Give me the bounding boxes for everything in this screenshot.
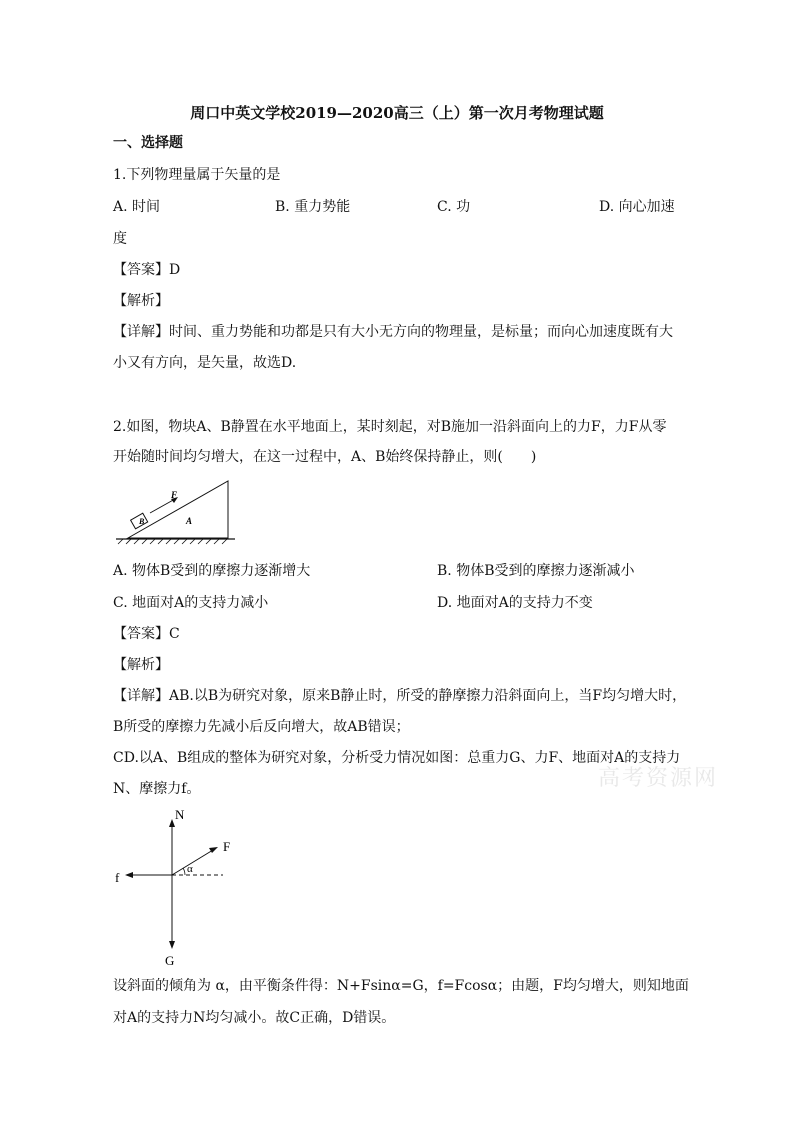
q1-option-c: C. 功 — [437, 199, 471, 215]
label-alpha: α — [187, 863, 193, 875]
q2-detail-line-1: 【详解】AB.以B为研究对象，原来B静止时，所受的静摩擦力沿斜面向上，当F均匀增大时， — [113, 688, 687, 704]
q2-option-b: B. 物体B受到的摩擦力逐渐减小 — [437, 563, 635, 579]
q2-option-a: A. 物体B受到的摩擦力逐渐增大 — [113, 563, 311, 579]
q2-detail-line-2: B所受的摩擦力先减小后反向增大，故AB错误； — [113, 719, 410, 735]
q2-option-d: D. 地面对A的支持力不变 — [437, 595, 593, 611]
label-a: A — [186, 516, 193, 526]
label-g: G — [165, 953, 175, 968]
angle-arc — [183, 868, 185, 875]
label-force-f: F — [223, 839, 231, 854]
q1-detail-line-2: 小又有方向，是矢量，故选D. — [113, 355, 297, 371]
page-title: 周口中英文学校2019—2020高三（上）第一次月考物理试题 — [190, 104, 604, 122]
wedge-a — [128, 481, 228, 538]
friction-arrowhead — [125, 872, 133, 878]
q2-stem-line-2: 开始随时间均匀增大，在这一过程中，A、B始终保持静止，则( ) — [113, 449, 537, 465]
q2-option-c: C. 地面对A的支持力减小 — [113, 595, 269, 611]
q1-analysis-label: 【解析】 — [113, 293, 169, 309]
q2-stem-line-1: 2.如图，物块A、B静置在水平地面上，某时刻起，对B施加一沿斜面向上的力F，力F从零 — [113, 419, 667, 435]
ground-hatching — [116, 539, 235, 544]
q1-option-a: A. 时间 — [113, 199, 161, 215]
q1-answer: 【答案】D — [113, 262, 181, 278]
incline-figure — [112, 476, 242, 548]
q1-option-d: D. 向心加速 — [599, 199, 675, 215]
q2-detail-line-4: N、摩擦力f。 — [113, 781, 201, 797]
force-f-arrow — [150, 499, 175, 513]
q1-stem: 1.下列物理量属于矢量的是 — [113, 167, 281, 183]
q1-option-b: B. 重力势能 — [275, 199, 351, 215]
q2-answer: 【答案】C — [113, 626, 180, 642]
q2-detail-line-6: 对A的支持力N均匀减小。故C正确，D错误。 — [113, 1010, 396, 1026]
label-b: B — [139, 517, 145, 526]
label-f: F — [171, 490, 178, 500]
q2-detail-line-5: 设斜面的倾角为 α，由平衡条件得：N+Fsinα=G，f=Fcosα；由题，F均匀增大，则知地面 — [113, 978, 689, 994]
section-heading: 一、选择题 — [113, 135, 183, 151]
force-diagram — [105, 805, 255, 970]
label-friction-f: f — [115, 870, 120, 885]
q1-detail-line-1: 【详解】时间、重力势能和功都是只有大小无方向的物理量，是标量；而向心加速度既有大 — [113, 324, 673, 340]
label-n: N — [175, 807, 185, 822]
q2-detail-line-3: CD.以A、B组成的整体为研究对象，分析受力情况如图：总重力G、力F、地面对A的支持力 — [113, 750, 681, 766]
watermark: 高考资源网 — [598, 766, 719, 791]
q2-analysis-label: 【解析】 — [113, 657, 169, 673]
gravity-arrowhead — [169, 941, 175, 949]
q1-option-d-wrap: 度 — [113, 231, 127, 247]
